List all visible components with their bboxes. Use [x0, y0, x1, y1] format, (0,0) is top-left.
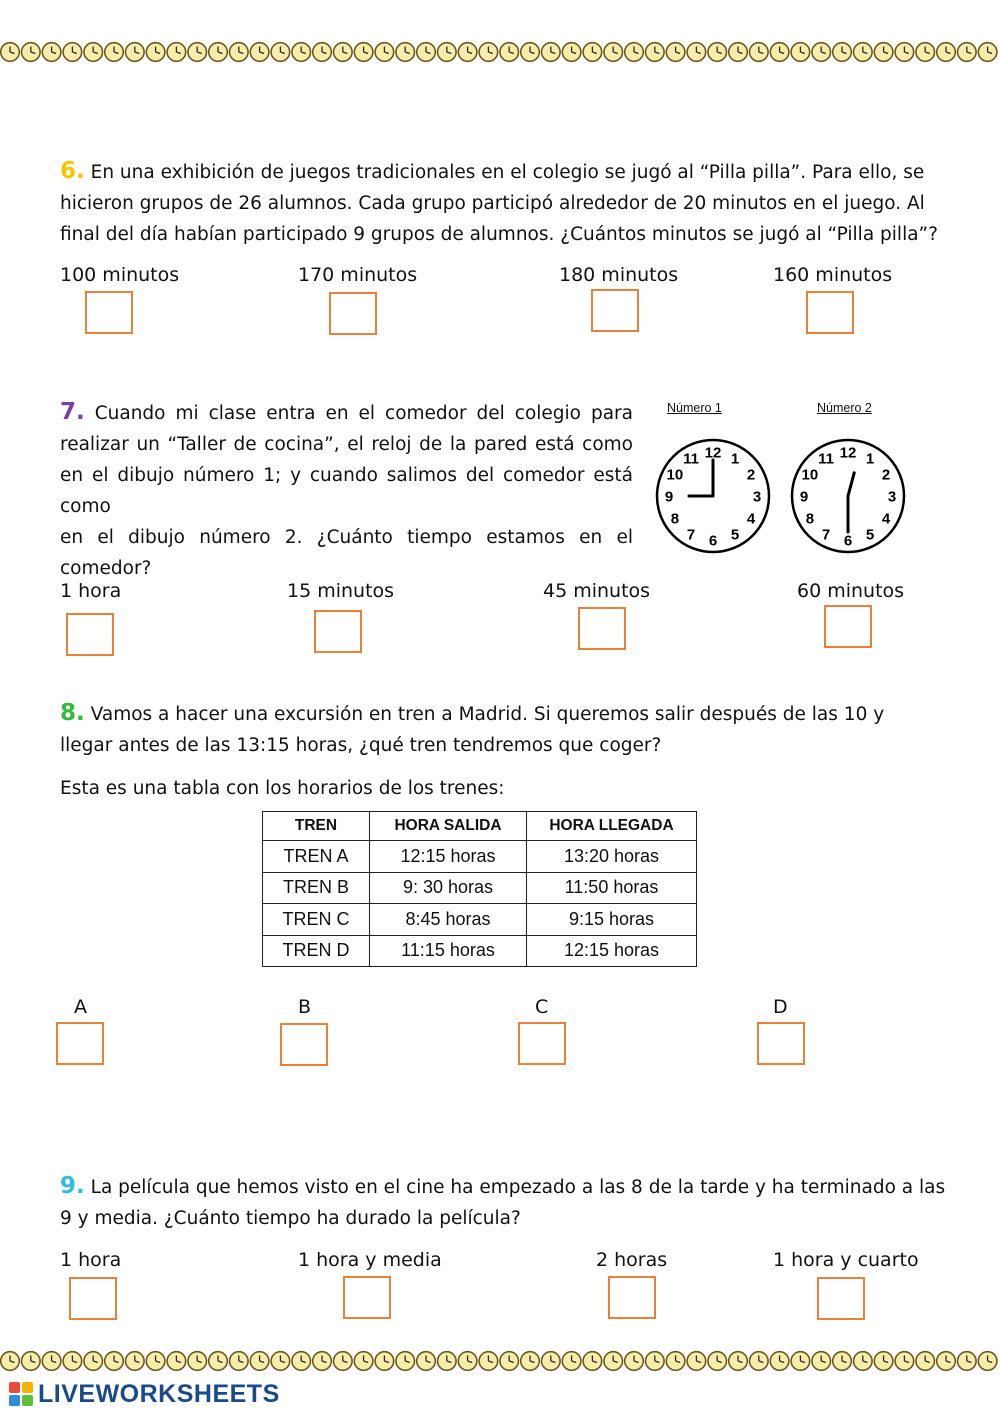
mini-clock-icon [874, 43, 893, 62]
clock-2-illustration [789, 437, 907, 555]
mini-clock-icon [188, 43, 207, 62]
mini-clock-icon [770, 1352, 789, 1371]
q6-option-1-label: 100 minutos [60, 264, 180, 286]
clock-1-label: Número 1 [667, 401, 722, 415]
mini-clock-icon [458, 1352, 477, 1371]
table-row [263, 841, 697, 873]
q8-option-d-label: D [773, 996, 788, 1018]
mini-clock-icon [375, 1352, 394, 1371]
mini-clock-icon [625, 1352, 644, 1371]
q7-option-1-checkbox[interactable] [66, 613, 114, 656]
table-row [263, 904, 697, 936]
mini-clock-icon [292, 43, 311, 62]
mini-clock-icon [105, 43, 124, 62]
mini-clock-icon [167, 1352, 186, 1371]
question-7-text [60, 397, 633, 584]
train-schedule-table [262, 811, 697, 967]
mini-clock-icon [583, 43, 602, 62]
mini-clock-icon [354, 1352, 373, 1371]
mini-clock-icon [666, 43, 685, 62]
table-intro: Esta es una tabla con los horarios de los trenes: [60, 778, 505, 799]
q7-option-1-label: 1 hora [60, 580, 122, 602]
mini-clock-icon [978, 1352, 997, 1371]
mini-clock-icon [63, 1352, 82, 1371]
mini-clock-icon [833, 1352, 852, 1371]
mini-clock-icon [770, 43, 789, 62]
q7-option-3-label: 45 minutos [543, 580, 651, 602]
mini-clock-icon [146, 43, 165, 62]
question-9-text [60, 1171, 945, 1234]
liveworksheets-logo[interactable] [8, 1380, 280, 1408]
mini-clock-icon [230, 43, 249, 62]
table-header-arrival: HORA LLEGADA [527, 812, 697, 841]
mini-clock-icon [854, 1352, 873, 1371]
clock-number: 7 [821, 526, 831, 544]
mini-clock-icon [874, 1352, 893, 1371]
clock-number: 12 [839, 444, 857, 462]
question-7-line-3: en el dibujo número 1; y cuando salimos del comedor está como [60, 465, 633, 517]
mini-clock-icon [105, 1352, 124, 1371]
question-9-line-1: La película que hemos visto en el cine ha empezado a las 8 de la tarde y ha terminado a las [90, 1177, 946, 1198]
clock-number: 4 [881, 510, 891, 528]
clock-number: 12 [704, 444, 722, 462]
question-6-number: 6. [60, 158, 85, 184]
mini-clock-icon [458, 43, 477, 62]
mini-clock-icon [396, 1352, 415, 1371]
mini-clock-icon [750, 43, 769, 62]
mini-clock-icon [895, 1352, 914, 1371]
mini-clock-icon [937, 1352, 956, 1371]
mini-clock-icon [812, 43, 831, 62]
clock-number: 10 [801, 466, 819, 484]
q8-option-c-label: C [535, 996, 549, 1018]
clock-number: 9 [799, 488, 809, 506]
mini-clock-icon [937, 43, 956, 62]
table-cell: TREN C [263, 904, 370, 936]
question-6-text [60, 156, 938, 250]
q8-option-b-checkbox[interactable] [280, 1023, 328, 1066]
table-cell: TREN D [263, 935, 370, 967]
mini-clock-icon [812, 1352, 831, 1371]
clock-2-label: Número 2 [817, 401, 872, 415]
clock-number: 5 [865, 526, 875, 544]
question-7-line-1: Cuando mi clase entra en el comedor del colegio para [94, 403, 633, 424]
mini-clock-icon [916, 1352, 935, 1371]
table-header-row [263, 812, 697, 841]
q9-option-4-checkbox[interactable] [817, 1277, 865, 1320]
mini-clock-icon [334, 1352, 353, 1371]
mini-clock-icon [438, 1352, 457, 1371]
q7-option-4-label: 60 minutos [797, 580, 905, 602]
clock-number: 11 [683, 450, 699, 468]
question-8-number: 8. [60, 700, 85, 726]
mini-clock-icon [708, 1352, 727, 1371]
mini-clock-icon [167, 43, 186, 62]
mini-clock-icon [646, 1352, 665, 1371]
mini-clock-icon [63, 43, 82, 62]
table-cell: 8:45 horas [370, 904, 527, 936]
question-8-text [60, 698, 884, 761]
mini-clock-icon [209, 43, 228, 62]
table-cell: 11:50 horas [527, 872, 697, 904]
mini-clock-icon [791, 1352, 810, 1371]
mini-clock-icon [958, 1352, 977, 1371]
mini-clock-icon [791, 43, 810, 62]
clock-number: 8 [805, 510, 815, 528]
mini-clock-icon [854, 43, 873, 62]
clock-number: 1 [865, 450, 875, 468]
question-6-line-3: final del día habían participado 9 grupos de alumnos. ¿Cuántos minutos se jugó al “Pilla pilla”? [60, 224, 938, 245]
mini-clock-icon [604, 43, 623, 62]
mini-clock-icon [833, 43, 852, 62]
q9-option-3-checkbox[interactable] [608, 1276, 656, 1319]
mini-clock-icon [916, 43, 935, 62]
clock-number: 8 [670, 510, 680, 528]
mini-clock-icon [250, 1352, 269, 1371]
q8-option-a-checkbox[interactable] [56, 1022, 104, 1065]
mini-clock-icon [334, 43, 353, 62]
q9-option-3-label: 2 horas [596, 1249, 668, 1271]
mini-clock-icon [978, 43, 997, 62]
mini-clock-icon [1, 1352, 20, 1371]
clock-number: 11 [818, 450, 834, 468]
mini-clock-icon [625, 43, 644, 62]
mini-clock-icon [313, 43, 332, 62]
mini-clock-icon [750, 1352, 769, 1371]
clock-border-top [0, 40, 1000, 64]
q7-option-3-checkbox[interactable] [578, 607, 626, 650]
mini-clock-icon [729, 1352, 748, 1371]
mini-clock-icon [687, 43, 706, 62]
q6-option-4-checkbox[interactable] [806, 291, 854, 334]
mini-clock-icon [22, 43, 41, 62]
mini-clock-icon [313, 1352, 332, 1371]
q6-option-4-label: 160 minutos [773, 264, 893, 286]
q7-option-2-label: 15 minutos [287, 580, 395, 602]
question-9-number: 9. [60, 1173, 85, 1199]
clock-number: 7 [686, 526, 696, 544]
mini-clock-icon [42, 43, 61, 62]
mini-clock-icon [271, 43, 290, 62]
mini-clock-icon [1, 43, 20, 62]
table-cell: 11:15 horas [370, 935, 527, 967]
mini-clock-icon [479, 1352, 498, 1371]
mini-clock-icon [500, 43, 519, 62]
q6-option-2-label: 170 minutos [298, 264, 418, 286]
mini-clock-icon [292, 1352, 311, 1371]
table-row [263, 872, 697, 904]
q9-option-1-label: 1 hora [60, 1249, 122, 1271]
q6-option-1-checkbox[interactable] [85, 291, 133, 334]
mini-clock-icon [146, 1352, 165, 1371]
q9-option-1-checkbox[interactable] [69, 1277, 117, 1320]
table-cell: 12:15 horas [527, 935, 697, 967]
q6-option-3-checkbox[interactable] [591, 289, 639, 332]
mini-clock-icon [500, 1352, 519, 1371]
mini-clock-icon [708, 43, 727, 62]
mini-clock-icon [729, 43, 748, 62]
table-header-departure: HORA SALIDA [370, 812, 527, 841]
q9-option-2-checkbox[interactable] [343, 1276, 391, 1319]
mini-clock-icon [375, 43, 394, 62]
mini-clock-icon [583, 1352, 602, 1371]
question-6-line-1: En una exhibición de juegos tradicionales en el colegio se jugó al “Pilla pilla”. Para ello, se [90, 162, 925, 183]
mini-clock-icon [396, 43, 415, 62]
mini-clock-icon [271, 1352, 290, 1371]
mini-clock-icon [687, 1352, 706, 1371]
clock-number: 1 [730, 450, 740, 468]
mini-clock-icon [354, 43, 373, 62]
q8-option-d-checkbox[interactable] [757, 1022, 805, 1065]
q7-option-2-checkbox[interactable] [314, 610, 362, 653]
clock-number: 3 [752, 488, 762, 506]
table-cell: 12:15 horas [370, 841, 527, 873]
mini-clock-icon [479, 43, 498, 62]
clock-number: 2 [881, 466, 891, 484]
brand-text: LIVEWORKSHEETS [38, 1379, 280, 1408]
mini-clock-icon [562, 1352, 581, 1371]
question-7-number: 7. [60, 399, 85, 425]
mini-clock-icon [209, 1352, 228, 1371]
clock-border-bottom [0, 1349, 1000, 1373]
question-8-line-2: llegar antes de las 13:15 horas, ¿qué tren tendremos que coger? [60, 735, 662, 756]
clock-1-illustration [654, 437, 772, 555]
mini-clock-icon [521, 1352, 540, 1371]
clock-number: 6 [843, 532, 853, 550]
mini-clock-icon [84, 1352, 103, 1371]
table-row [263, 935, 697, 967]
q7-option-4-checkbox[interactable] [824, 605, 872, 648]
mini-clock-icon [250, 43, 269, 62]
mini-clock-icon [521, 43, 540, 62]
q8-option-a-label: A [74, 996, 87, 1018]
q6-option-2-checkbox[interactable] [329, 292, 377, 335]
mini-clock-icon [542, 43, 561, 62]
mini-clock-icon [230, 1352, 249, 1371]
q6-option-3-label: 180 minutos [559, 264, 679, 286]
q8-option-b-label: B [298, 996, 312, 1018]
table-cell: 9:15 horas [527, 904, 697, 936]
mini-clock-icon [126, 43, 145, 62]
mini-clock-icon [646, 43, 665, 62]
mini-clock-icon [604, 1352, 623, 1371]
mini-clock-icon [958, 43, 977, 62]
mini-clock-icon [666, 1352, 685, 1371]
clock-number: 6 [708, 532, 718, 550]
question-7-line-4: en el dibujo número 2. ¿Cuánto tiempo estamos en el comedor? [60, 527, 633, 579]
q9-option-4-label: 1 hora y cuarto [773, 1249, 919, 1271]
clock-number: 9 [664, 488, 674, 506]
mini-clock-icon [22, 1352, 41, 1371]
mini-clock-icon [895, 43, 914, 62]
table-cell: 9: 30 horas [370, 872, 527, 904]
mini-clock-icon [188, 1352, 207, 1371]
question-6-line-2: hicieron grupos de 26 alumnos. Cada grupo participó alrededor de 20 minutos en el juego. Al [60, 193, 925, 214]
table-cell: TREN A [263, 841, 370, 873]
question-7-line-2: realizar un “Taller de cocina”, el reloj de la pared está como [60, 434, 633, 455]
mini-clock-icon [42, 1352, 61, 1371]
mini-clock-icon [126, 1352, 145, 1371]
table-header-train: TREN [263, 812, 370, 841]
mini-clock-icon [417, 1352, 436, 1371]
liveworksheets-icon [8, 1381, 34, 1407]
mini-clock-icon [542, 1352, 561, 1371]
clock-number: 10 [666, 466, 684, 484]
clock-number: 3 [887, 488, 897, 506]
mini-clock-icon [438, 43, 457, 62]
clock-number: 2 [746, 466, 756, 484]
q8-option-c-checkbox[interactable] [518, 1022, 566, 1065]
clock-number: 4 [746, 510, 756, 528]
mini-clock-icon [84, 43, 103, 62]
table-cell: 13:20 horas [527, 841, 697, 873]
question-8-line-1: Vamos a hacer una excursión en tren a Madrid. Si queremos salir después de las 10 y [90, 704, 885, 725]
q9-option-2-label: 1 hora y media [298, 1249, 442, 1271]
question-9-line-2: 9 y media. ¿Cuánto tiempo ha durado la película? [60, 1208, 521, 1229]
mini-clock-icon [417, 43, 436, 62]
clock-number: 5 [730, 526, 740, 544]
table-cell: TREN B [263, 872, 370, 904]
mini-clock-icon [562, 43, 581, 62]
